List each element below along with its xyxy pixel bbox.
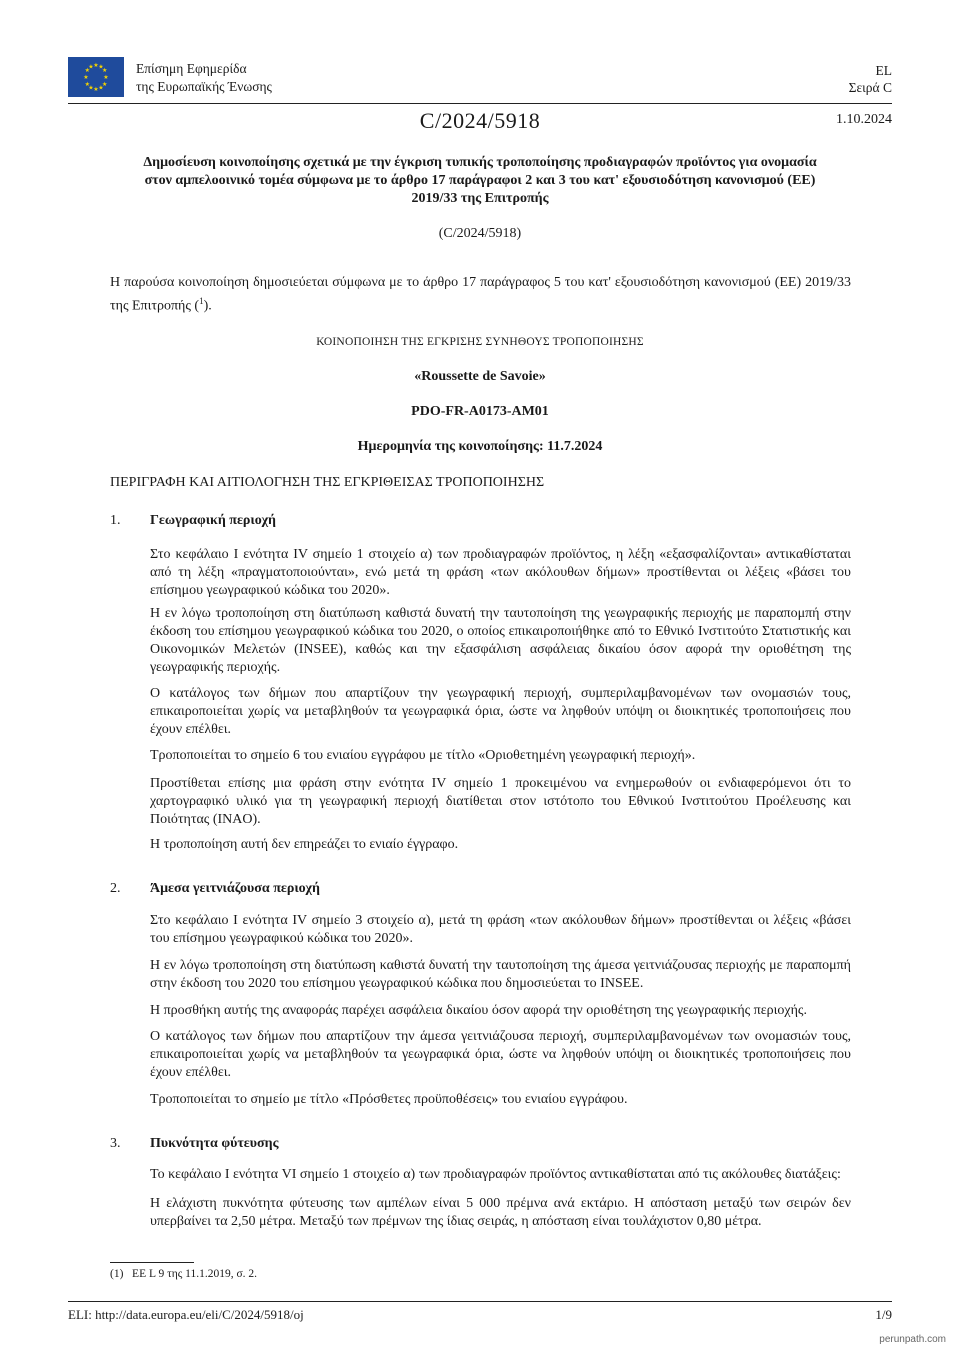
header-series-block — [849, 62, 892, 96]
description-heading: ΠΕΡΙΓΡΑΦΗ ΚΑΙ ΑΙΤΙΟΛΟΓΗΣΗ ΤΗΣ ΕΓΚΡΙΘΕΙΣΑΣ ΤΡΟΠΟΠΟΙΗΣΗΣ — [110, 475, 545, 490]
footnote — [110, 1268, 257, 1280]
language-code: EL — [875, 63, 892, 78]
page-number: 1/9 — [875, 1307, 892, 1322]
watermark: perunpath.com — [879, 1334, 946, 1345]
eli-link[interactable]: ELI: http://data.europa.eu/eli/C/2024/5918/oj — [68, 1307, 304, 1322]
section-paragraph: Η ελάχιστη πυκνότητα φύτευσης των αμπέλων είναι 5 000 πρέμνα ανά εκτάριο. Η απόσταση μεταξύ των σειρών δεν υπερβαίνει τα 2,50 μέτρα. Μεταξύ των πρέμνων της ίδιας σειράς, η απόσταση είναι τουλάχιστον 0,80 μέτρα. — [150, 1196, 851, 1229]
section-paragraph: Η προσθήκη αυτής της αναφοράς παρέχει ασφάλεια δικαίου όσον αφορά την οριοθέτηση της γεωγραφικής περιοχής. — [150, 1003, 807, 1018]
document-title: Δημοσίευση κοινοποίησης σχετικά με την έγκριση τυπικής τροποποίησης προδιαγραφών προϊόντος για ονομασία στον αμπελοοινικό τομέα σύμφωνα με το άρθρο 17 παράγραφοι 2 και 3 του κατ' εξουσιοδότηση κανονισμού (ΕΕ) 2019/33 της Επιτροπής — [143, 155, 817, 206]
footnote-text: ΕΕ L 9 της 11.1.2019, σ. 2. — [132, 1268, 258, 1280]
journal-name-line1: Επίσημη Εφημερίδα — [136, 61, 247, 76]
svg-text:★: ★ — [103, 74, 109, 81]
header-divider — [68, 103, 892, 104]
svg-text:★: ★ — [84, 81, 90, 88]
footnote-divider — [110, 1262, 194, 1263]
product-code: PDO-FR-A0173-AM01 — [411, 404, 549, 419]
footnote-reference[interactable]: 1 — [199, 296, 204, 306]
footnote-marker: (1) — [110, 1268, 124, 1280]
eu-flag-logo — [68, 57, 124, 97]
section-title: Πυκνότητα φύτευσης — [150, 1136, 279, 1151]
product-name: «Roussette de Savoie» — [414, 369, 546, 384]
notice-date: Ημερομηνία της κοινοποίησης: 11.7.2024 — [357, 439, 603, 454]
svg-text:★: ★ — [102, 67, 108, 74]
journal-name-line2: της Ευρωπαϊκής Ένωσης — [136, 79, 272, 94]
document-number: C/2024/5918 — [419, 108, 541, 133]
document-date: 1.10.2024 — [836, 112, 892, 127]
notice-heading: ΚΟΙΝΟΠΟΙΗΣΗ ΤΗΣ ΕΓΚΡΙΣΗΣ ΣΥΝΗΘΟΥΣ ΤΡΟΠΟΠΟΙΗΣΗΣ — [316, 336, 644, 348]
eu-stars-icon — [68, 57, 124, 97]
svg-text:★: ★ — [93, 62, 99, 69]
svg-text:★: ★ — [84, 67, 90, 74]
document-title-reference: (C/2024/5918) — [438, 226, 522, 241]
svg-text:★: ★ — [98, 63, 104, 71]
journal-name — [136, 60, 272, 96]
section-number: 3. — [110, 1136, 121, 1151]
intro-text-end: ). — [203, 298, 212, 314]
svg-text:★: ★ — [88, 84, 94, 92]
svg-text:★: ★ — [83, 74, 89, 81]
section-paragraph: Η τροποποίηση αυτή δεν επηρεάζει το ενιαίο έγγραφο. — [150, 837, 459, 852]
intro-paragraph — [110, 274, 851, 316]
section-title: Άμεσα γειτνιάζουσα περιοχή — [150, 881, 320, 896]
svg-text:★: ★ — [88, 63, 94, 71]
section-paragraph: Ο κατάλογος των δήμων που απαρτίζουν την άμεσα γειτνιάζουσα περιοχή, συμπεριλαμβανομένων των ονομασιών τους, επικαιροποιείται χωρίς να μεταβληθούν τα γεωγραφικά όρια, ώστε να ληφθούν υπόψη οι διοικητικές τροποποιήσεις που έχουν επέλθει. — [150, 1029, 851, 1080]
svg-text:★: ★ — [102, 81, 108, 88]
section-paragraph: Στο κεφάλαιο Ι ενότητα IV σημείο 3 στοιχείο α), μετά τη φράση «των ακόλουθων δήμων» προστίθενται οι λέξεις «βάσει του επίσημου γεωγραφικού κώδικα του 2020». — [150, 913, 851, 946]
section-paragraph: Το κεφάλαιο Ι ενότητα VI σημείο 1 στοιχείο α) των προδιαγραφών προϊόντος αντικαθίσταται από τις ακόλουθες διατάξεις: — [150, 1167, 841, 1182]
section-paragraph: Ο κατάλογος των δήμων που απαρτίζουν την γεωγραφική περιοχή, συμπεριλαμβανομένων των ονομασιών τους, επικαιροποιείται χωρίς να μεταβληθούν τα γεωγραφικά όρια, ώστε να ληφθούν υπόψη οι διοικητικές τροποποιήσεις που έχουν επέλθει. — [150, 686, 851, 737]
footer-divider — [68, 1301, 892, 1302]
section-paragraph: Τροποποιείται το σημείο με τίτλο «Πρόσθετες προϋποθέσεις» του ενιαίου εγγράφου. — [150, 1092, 628, 1107]
intro-text: Η παρούσα κοινοποίηση δημοσιεύεται σύμφωνα με το άρθρο 17 παράγραφος 5 του κατ' εξουσιοδότηση κανονισμού (ΕΕ) 2019/33 της Επιτροπής ( — [110, 275, 851, 314]
section-number: 1. — [110, 513, 121, 528]
section-paragraph: Στο κεφάλαιο Ι ενότητα IV σημείο 1 στοιχείο α) των προδιαγραφών προϊόντος, η λέξη «εξασφαλίζονται» αντικαθίσταται από τη λέξη «πραγματοποιούνται», ενώ μετά τη φράση «των ακόλουθων δήμων» προστίθενται οι λέξεις «βάσει του επίσημου γεωγραφικού κώδικα του 2020». — [150, 547, 851, 598]
series-label: Σειρά C — [848, 80, 892, 95]
svg-text:★: ★ — [98, 84, 104, 92]
section-paragraph: Προστίθεται επίσης μια φράση στην ενότητα IV σημείο 1 προκειμένου να ενημερωθούν οι ενδιαφερόμενοι ότι το χαρτογραφικό υλικό για τη γεωγραφική περιοχή διατίθεται στον ιστότοπο του Εθνικού Ινστιτούτου Προέλευσης και Ποιότητας (INAO). — [150, 776, 851, 827]
section-title: Γεωγραφική περιοχή — [150, 513, 277, 528]
section-paragraph: Η εν λόγω τροποποίηση στη διατύπωση καθιστά δυνατή την ταυτοποίηση της γεωγραφικής περιοχής με παραπομπή στην έκδοση του επίσημου γεωγραφικού κώδικα του 2020, ο οποίος επικαιροποιήθηκε από το Εθνικό Ινστιτούτο Στατιστικής και Οικονομικών Μελετών (INSEE), καθώς και την εξασφάλιση ασφάλειας δικαίου όσον αφορά την οριοθέτηση της γεωγραφικής περιοχής. — [150, 606, 851, 675]
section-number: 2. — [110, 881, 121, 896]
section-paragraph: Τροποποιείται το σημείο 6 του ενιαίου εγγράφου με τίτλο «Οριοθετημένη γεωγραφική περιοχή». — [150, 748, 696, 763]
section-paragraph: Η εν λόγω τροποποίηση στη διατύπωση καθιστά δυνατή την ταυτοποίηση της άμεσα γειτνιάζουσας περιοχής με παραπομπή στην έκδοση του 2020 του επίσημου γεωγραφικού κώδικα που δημοσιεύεται το INSEE. — [150, 958, 851, 991]
svg-text:★: ★ — [93, 86, 99, 93]
